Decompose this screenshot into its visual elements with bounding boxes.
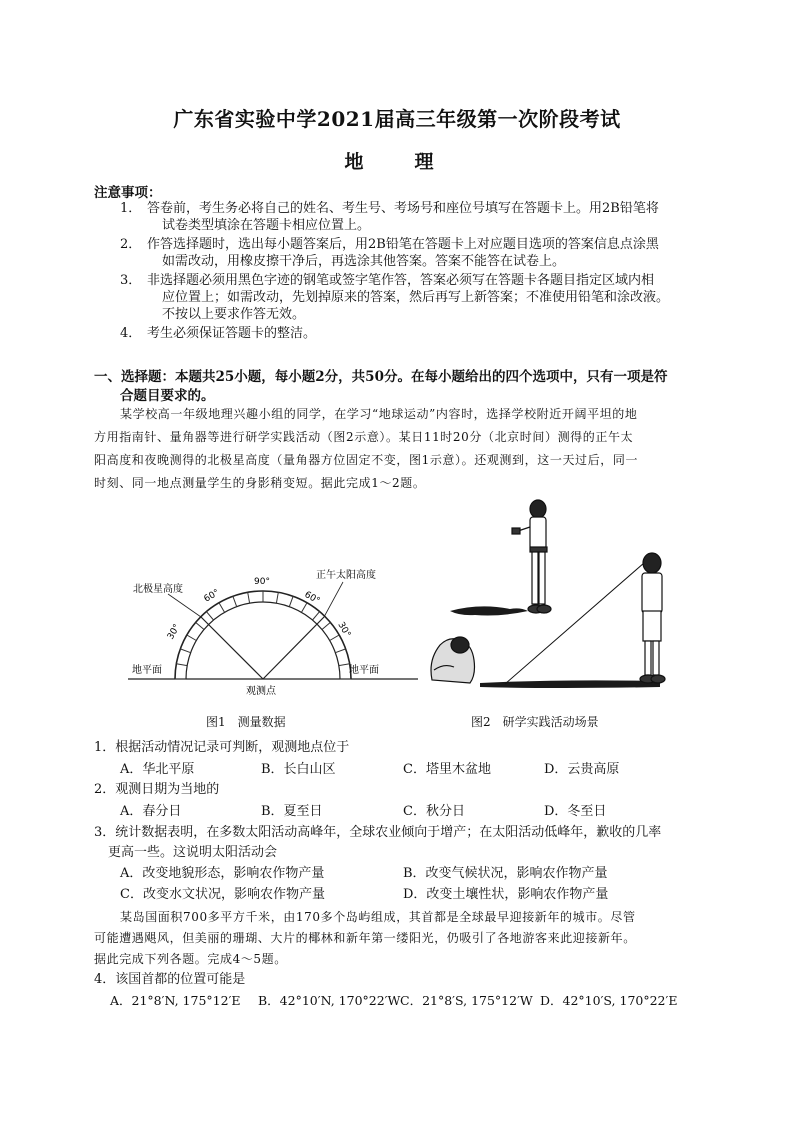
tick-60-right: 60° — [302, 589, 322, 607]
label-noon-sun-altitude: 正午太阳高度 — [316, 570, 376, 581]
noon-sun-leader — [324, 582, 343, 617]
notice-item-2-line-1: 作答选择题时，选出每小题答案后，用2B铅笔在答题卡上对应题目选项的答案信息点涂黑 — [147, 237, 659, 252]
question-4-stem: 4．该国首都的位置可能是 — [94, 972, 246, 987]
polaris-leader — [168, 594, 201, 617]
polaris-sight-line — [201, 617, 263, 679]
student-shadow — [450, 606, 528, 615]
question-2-option-d: D．冬至日 — [544, 804, 607, 819]
noon-sun-sight-line — [263, 617, 324, 679]
notice-item-1-num: 1． — [120, 201, 142, 216]
notice-item-3-line-3: 不按以上要求作答无效。 — [162, 307, 306, 322]
notice-item-4-num: 4． — [120, 326, 142, 341]
question-2-option-c: C．秋分日 — [403, 804, 465, 819]
question-3-stem-line-2: 更高一些。这说明太阳活动会 — [108, 845, 278, 860]
notice-heading: 注意事项： — [94, 185, 162, 201]
question-4-option-a: A．21°8′N, 175°12′E — [110, 993, 241, 1008]
notice-item-4-line-1: 考生必须保证答题卡的整洁。 — [147, 326, 317, 341]
subject-title: 地 理 — [344, 151, 450, 173]
notice-item-3-line-2: 应位置上；如需改动，先划掉原来的答案，然后再写上新答案；不准使用铅笔和涂改液。 — [162, 290, 670, 305]
label-horizon-left: 地平面 — [132, 665, 162, 676]
student-with-compass-illustration — [512, 500, 551, 613]
notice-item-1-line-2: 试卷类型填涂在答题卡相应位置上。 — [162, 218, 371, 233]
question-3-stem-line-1: 3．统计数据表明，在多数太阳活动高峰年，全球农业倾向于增产；在太阳活动低峰年，歉收的几率 — [94, 825, 662, 840]
passage1-line-4: 时刻、同一地点测量学生的身影稍变短。据此完成1～2题。 — [94, 476, 426, 490]
exam-title: 广东省实验中学2021届高三年级第一次阶段考试 — [173, 107, 621, 131]
section-heading-line-1: 一、选择题：本题共25小题，每小题2分，共50分。在每小题给出的四个选项中，只有一项是符 — [94, 369, 668, 385]
label-observation-point: 观测点 — [246, 686, 276, 697]
tick-60-left: 60° — [202, 587, 222, 605]
question-3-option-b: B．改变气候状况，影响农作物产量 — [403, 866, 608, 881]
question-2-stem: 2．观测日期为当地的 — [94, 782, 220, 797]
passage1-line-1: 某学校高一年级地理兴趣小组的同学，在学习“地球运动”内容时，选择学校附近开阔平坦的地 — [120, 407, 638, 421]
section-heading-line-2: 合题目要求的。 — [120, 388, 215, 404]
question-4-option-d: D．42°10′S, 170°22′E — [540, 993, 678, 1008]
passage2-line-2: 可能遭遇飓风，但美丽的珊瑚、大片的椰林和新年第一缕阳光，仍吸引了各地游客来此迎接新年。 — [94, 931, 636, 945]
question-3-option-d: D．改变土壤性状，影响农作物产量 — [403, 887, 609, 902]
protractor-outer-arc — [175, 591, 351, 679]
question-3-option-c: C．改变水文状况，影响农作物产量 — [120, 887, 325, 902]
passage2-line-1: 某岛国面积700多平方千米，由170多个岛屿组成，其首都是全球最早迎接新年的城市。尽管 — [120, 910, 636, 924]
question-1-option-d: D．云贵高原 — [544, 762, 620, 777]
tick-30-left: 30° — [165, 622, 183, 642]
tick-90: 90° — [254, 577, 270, 587]
question-3-option-a: A．改变地貌形态，影响农作物产量 — [120, 866, 325, 881]
protractor-inner-arc — [186, 602, 340, 679]
notice-item-3-line-1: 非选择题必须用黑色字迹的钢笔或签字笔作答，答案必须写在答题卡各题目指定区域内相 — [147, 273, 655, 288]
question-1-option-c: C．塔里木盆地 — [403, 762, 491, 777]
figure2-caption: 图2 研学实践活动场景 — [471, 715, 599, 729]
figure1-caption: 图1 测量数据 — [206, 715, 286, 729]
question-1-option-b: B．长白山区 — [261, 762, 336, 777]
label-polaris-altitude: 北极星高度 — [133, 584, 183, 595]
figure1-protractor-diagram — [128, 560, 418, 700]
notice-item-1-line-1: 答卷前，考生务必将自己的姓名、考生号、考场号和座位号填写在答题卡上。用2B铅笔将 — [147, 201, 659, 216]
question-4-option-c: C．21°8′S, 175°12′W — [400, 993, 533, 1008]
figure2-activity-scene — [420, 495, 670, 695]
question-2-option-a: A．春分日 — [120, 804, 182, 819]
question-1-option-a: A．华北平原 — [120, 762, 195, 777]
protractor-hatching — [175, 591, 351, 679]
passage1-line-3: 阳高度和夜晚测得的北极星高度（量角器方位固定不变，图1示意）。还观测到，这一天过后，同一 — [94, 453, 639, 467]
passage1-line-2: 方用指南针、量角器等进行研学实践活动（图2示意）。某日11时20分（北京时间）测得的正午太 — [94, 430, 634, 444]
measured-student-illustration — [640, 553, 665, 683]
passage2-line-3: 据此完成下列各题。完成4～5题。 — [94, 952, 287, 966]
notice-item-2-num: 2． — [120, 237, 142, 252]
notice-item-3-num: 3． — [120, 273, 142, 288]
label-horizon-right: 地平面 — [349, 665, 379, 676]
question-2-option-b: B．夏至日 — [261, 804, 323, 819]
sun-sight-line — [505, 556, 652, 684]
question-4-option-b: B．42°10′N, 170°22′W — [258, 993, 401, 1008]
ground-shadow — [480, 680, 660, 688]
tick-30-right: 30° — [335, 620, 353, 640]
notice-item-2-line-2: 如需改动，用橡皮擦干净后，再选涂其他答案。答案不能答在试卷上。 — [162, 254, 566, 269]
crouching-student-illustration — [431, 637, 475, 683]
question-1-stem: 1．根据活动情况记录可判断，观测地点位于 — [94, 740, 350, 755]
